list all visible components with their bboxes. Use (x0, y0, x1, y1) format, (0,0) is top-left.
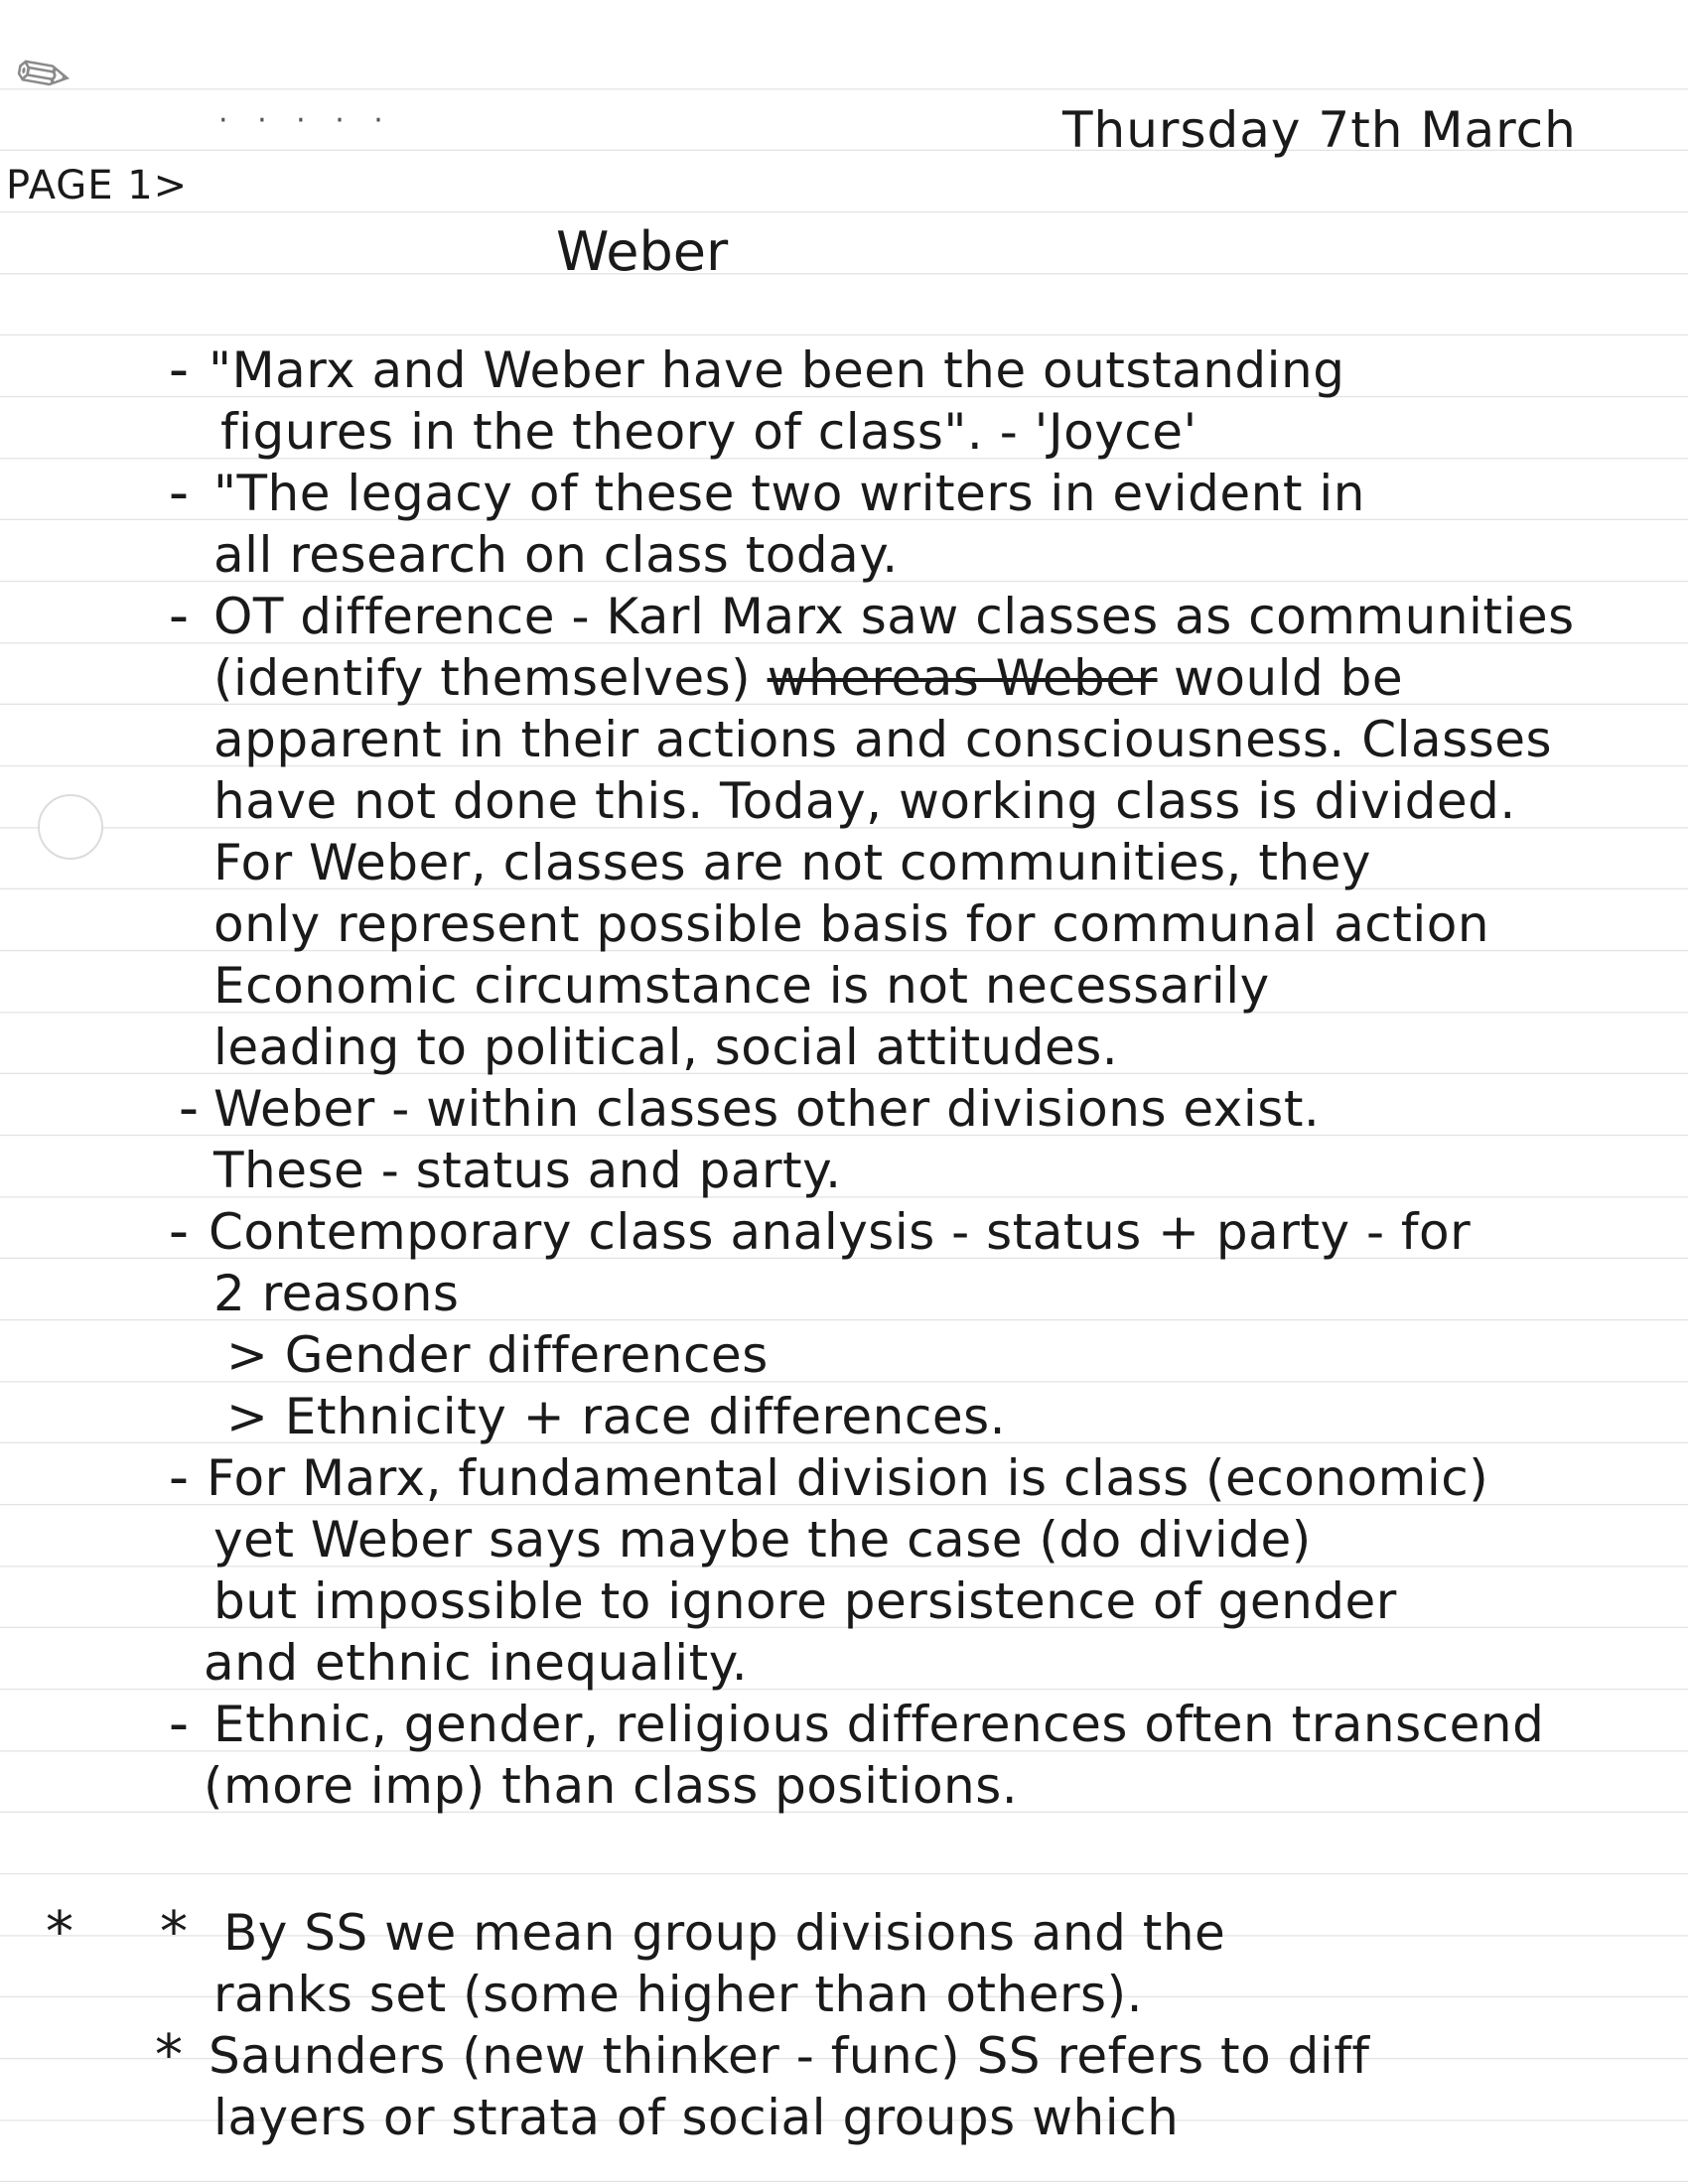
date-heading: Thursday 7th March (1062, 101, 1577, 159)
note-line: yet Weber says maybe the case (do divide) (213, 1511, 1312, 1569)
note-line: "Marx and Weber have been the outstanding (209, 341, 1345, 399)
note-line: have not done this. Today, working class is divided. (213, 772, 1516, 830)
note-line: apparent in their actions and consciousness. Classes (213, 711, 1553, 768)
note-line: For Marx, fundamental division is class (economic) (207, 1449, 1489, 1507)
dash-bullet: - (168, 1199, 190, 1264)
note-line: Ethnic, gender, religious differences often transcend (213, 1696, 1545, 1753)
note-line: These - status and party. (213, 1142, 842, 1199)
dash-bullet: - (178, 1076, 200, 1141)
note-line: "The legacy of these two writers in evident in (213, 465, 1365, 522)
dash-bullet: - (168, 461, 190, 525)
dash-bullet: - (168, 1692, 190, 1756)
note-line: (more imp) than class positions. (204, 1757, 1019, 1815)
note-line: only represent possible basis for communal action (213, 895, 1490, 953)
page-number-label: PAGE 1> (6, 163, 189, 208)
note-line: and ethnic inequality. (204, 1634, 749, 1692)
note-line: all research on class today. (213, 526, 899, 584)
dash-bullet: - (168, 338, 190, 402)
note-line: layers or strata of social groups which (213, 2089, 1180, 2146)
pencil-scribble: ✎ (1, 31, 87, 122)
note-line: ranks set (some higher than others). (213, 1966, 1143, 2023)
note-line-text: would be (1173, 649, 1404, 707)
note-line: figures in the theory of class". - 'Joyce' (220, 403, 1197, 461)
note-line-text: (identify themselves) (213, 649, 752, 707)
note-sub-point: > Ethnicity + race differences. (226, 1388, 1007, 1445)
note-line: By SS we mean group divisions and the (223, 1904, 1226, 1962)
dash-bullet: - (168, 584, 190, 648)
note-line: Economic circumstance is not necessarily (213, 957, 1270, 1015)
dash-bullet: - (168, 1445, 190, 1510)
note-line (213, 647, 1403, 709)
asterisk-bullet: * (160, 1900, 188, 1965)
note-line: Contemporary class analysis - status + party - for (209, 1203, 1472, 1261)
note-line: OT difference - Karl Marx saw classes as communities (213, 588, 1575, 645)
scribble-dots: · · · · · (218, 103, 393, 138)
crossed-out-text: whereas Weber (767, 649, 1158, 707)
note-sub-point: > Gender differences (226, 1326, 769, 1384)
margin-asterisk: * (46, 1900, 73, 1965)
page-title: Weber (556, 220, 729, 283)
note-line: Saunders (new thinker - func) SS refers to diff (209, 2027, 1370, 2085)
note-line: Weber - within classes other divisions exist. (213, 1080, 1321, 1138)
note-line: 2 reasons (213, 1265, 460, 1322)
asterisk-bullet: * (155, 2023, 183, 2088)
punch-hole (38, 794, 103, 860)
note-line: but impossible to ignore persistence of gender (213, 1572, 1397, 1630)
note-line: For Weber, classes are not communities, they (213, 834, 1371, 891)
note-line: leading to political, social attitudes. (213, 1019, 1119, 1076)
